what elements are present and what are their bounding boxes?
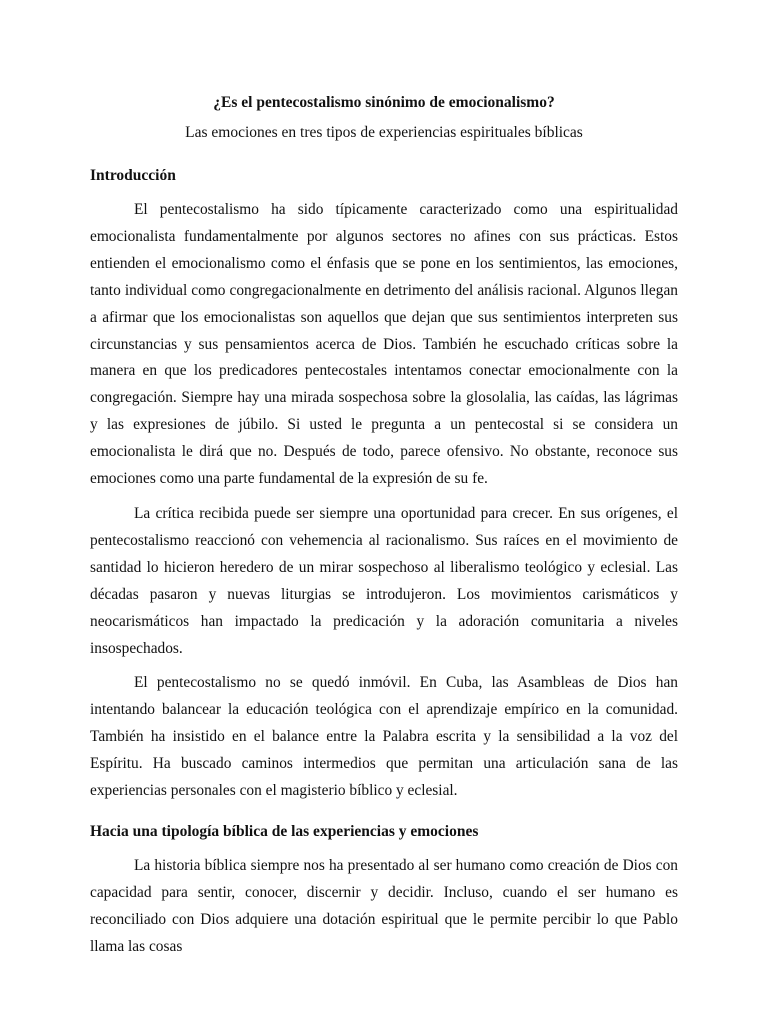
document-subtitle: Las emociones en tres tipos de experiencias espirituales bíblicas xyxy=(185,124,583,141)
section-heading-introduccion: Introducción xyxy=(90,167,176,184)
paragraph: El pentecostalismo ha sido típicamente caracterizado como una espiritualidad emocionalista fundamentalmente por algunos sectores no afines con sus prácticas. Estos entienden el emocionalismo como el énfasis que se pone en los sentimientos, las emociones, tanto individual como congregacionalmente en detrimento del análisis racional. Algunos llegan a afirmar que los emocionalistas son aquellos que dejan que sus sentimientos interpreten sus circunstancias y sus pensamientos acerca de Dios. También he escuchado críticas sobre la manera en que los predicadores pentecostales intentamos conectar emocionalmente con la congregación. Siempre hay una mirada sospechosa sobre la glosolalia, las caídas, las lágrimas y las expresiones de júbilo. Si usted le pregunta a un pentecostal si se considera un emocionalista le dirá que no. Después de todo, parece ofensivo. No obstante, reconoce sus emociones como una parte fundamental de la expresión de su fe. xyxy=(90,201,678,488)
paragraph: El pentecostalismo no se quedó inmóvil. En Cuba, las Asambleas de Dios han intentando balancear la educación teológica con el aprendizaje empírico en la comunidad. También ha insistido en el balance entre la Palabra escrita y la sensibilidad a la voz del Espíritu. Ha buscado caminos intermedios que permitan una articulación sana de las experiencias personales con el magisterio bíblico y eclesial. xyxy=(90,674,678,800)
document-body xyxy=(90,90,678,961)
paragraph: La historia bíblica siempre nos ha presentado al ser humano como creación de Dios con capacidad para sentir, conocer, discernir y decidir. Incluso, cuando el ser humano es reconciliado con Dios adquiere una dotación espiritual que le permite percibir lo que Pablo llama las cosas xyxy=(90,856,678,955)
paragraph: La crítica recibida puede ser siempre una oportunidad para crecer. En sus orígenes, el pentecostalismo reaccionó con vehemencia al racionalismo. Sus raíces en el movimiento de santidad lo hicieron heredero de un mirar sospechoso al liberalismo teológico y eclesial. Las décadas pasaron y nuevas liturgias se introdujeron. Los movimientos carismáticos y neocarismáticos han impactado la predicación y la adoración comunitaria a niveles insospechados. xyxy=(90,504,678,657)
document-title: ¿Es el pentecostalismo sinónimo de emocionalismo? xyxy=(213,94,555,111)
section-heading-tipologia: Hacia una tipología bíblica de las experiencias y emociones xyxy=(90,822,479,840)
